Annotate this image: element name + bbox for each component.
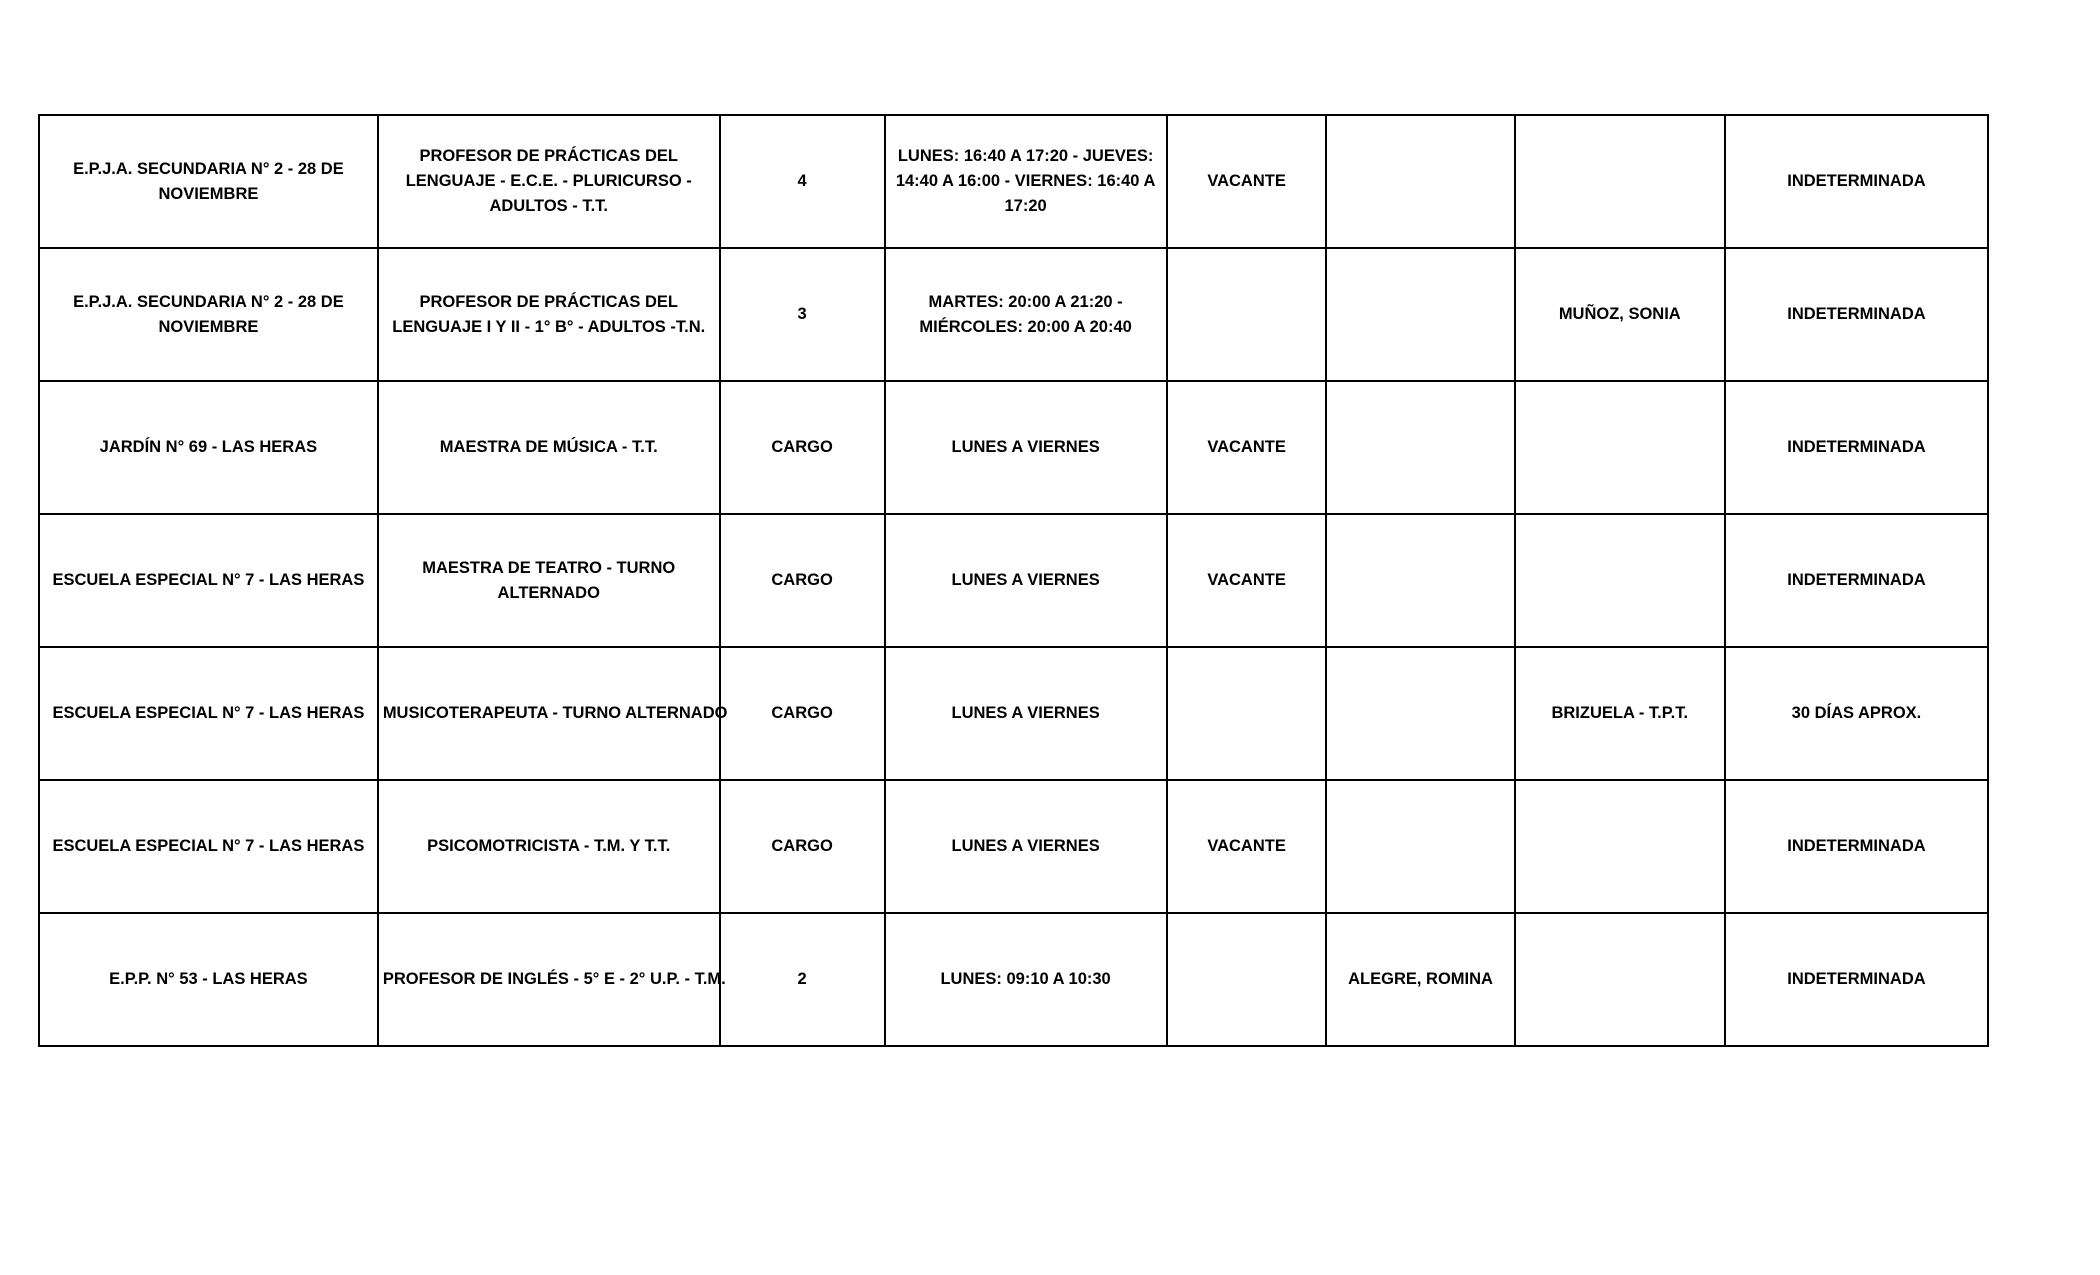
table-row (39, 780, 1988, 913)
status-cell (1167, 647, 1327, 780)
schedule-cell: LUNES A VIERNES (885, 381, 1167, 514)
name-cell (1326, 780, 1514, 913)
replacement-cell: MUÑOZ, SONIA (1515, 248, 1725, 381)
role-cell: MAESTRA DE TEATRO - TURNO ALTERNADO (378, 514, 720, 647)
role-cell: PROFESOR DE INGLÉS - 5° E - 2° U.P. - T.M. (378, 913, 720, 1046)
status-cell: VACANTE (1167, 514, 1327, 647)
school-cell: E.P.J.A. SECUNDARIA N° 2 - 28 DE NOVIEMBRE (39, 248, 378, 381)
hours-cell: CARGO (720, 381, 885, 514)
status-cell: VACANTE (1167, 115, 1327, 248)
name-cell (1326, 248, 1514, 381)
hours-cell: 3 (720, 248, 885, 381)
status-cell: VACANTE (1167, 381, 1327, 514)
schedule-cell: LUNES: 16:40 A 17:20 - JUEVES: 14:40 A 16:00 - VIERNES: 16:40 A 17:20 (885, 115, 1167, 248)
name-cell (1326, 115, 1514, 248)
hours-cell: 2 (720, 913, 885, 1046)
role-cell: PROFESOR DE PRÁCTICAS DEL LENGUAJE - E.C.E. - PLURICURSO - ADULTOS - T.T. (378, 115, 720, 248)
duration-cell: INDETERMINADA (1725, 248, 1988, 381)
replacement-cell (1515, 913, 1725, 1046)
status-cell (1167, 913, 1327, 1046)
table-row (39, 248, 1988, 381)
name-cell (1326, 514, 1514, 647)
hours-cell: CARGO (720, 780, 885, 913)
replacement-cell (1515, 514, 1725, 647)
name-cell: ALEGRE, ROMINA (1326, 913, 1514, 1046)
replacement-cell (1515, 381, 1725, 514)
schedule-cell: LUNES A VIERNES (885, 780, 1167, 913)
school-cell: ESCUELA ESPECIAL N° 7 - LAS HERAS (39, 780, 378, 913)
table-row (39, 647, 1988, 780)
schedule-cell: LUNES A VIERNES (885, 514, 1167, 647)
role-cell: PROFESOR DE PRÁCTICAS DEL LENGUAJE I Y II - 1° B° - ADULTOS -T.N. (378, 248, 720, 381)
duration-cell: INDETERMINADA (1725, 381, 1988, 514)
schedule-cell: LUNES: 09:10 A 10:30 (885, 913, 1167, 1046)
replacement-cell (1515, 115, 1725, 248)
schedule-cell: MARTES: 20:00 A 21:20 - MIÉRCOLES: 20:00 A 20:40 (885, 248, 1167, 381)
schedule-cell: LUNES A VIERNES (885, 647, 1167, 780)
school-cell: E.P.P. N° 53 - LAS HERAS (39, 913, 378, 1046)
duration-cell: INDETERMINADA (1725, 913, 1988, 1046)
school-cell: JARDÍN N° 69 - LAS HERAS (39, 381, 378, 514)
school-cell: ESCUELA ESPECIAL N° 7 - LAS HERAS (39, 647, 378, 780)
school-cell: ESCUELA ESPECIAL N° 7 - LAS HERAS (39, 514, 378, 647)
table-row (39, 381, 1988, 514)
status-cell: VACANTE (1167, 780, 1327, 913)
hours-cell: CARGO (720, 514, 885, 647)
table-row (39, 913, 1988, 1046)
spreadsheet-page (38, 114, 1989, 1074)
name-cell (1326, 647, 1514, 780)
duration-cell: INDETERMINADA (1725, 780, 1988, 913)
hours-cell: CARGO (720, 647, 885, 780)
table-row (39, 514, 1988, 647)
vacancy-table (38, 114, 1989, 1047)
table-row (39, 115, 1988, 248)
replacement-cell (1515, 780, 1725, 913)
duration-cell: INDETERMINADA (1725, 514, 1988, 647)
school-cell: E.P.J.A. SECUNDARIA N° 2 - 28 DE NOVIEMBRE (39, 115, 378, 248)
duration-cell: 30 DÍAS APROX. (1725, 647, 1988, 780)
hours-cell: 4 (720, 115, 885, 248)
role-cell: MUSICOTERAPEUTA - TURNO ALTERNADO (378, 647, 720, 780)
duration-cell: INDETERMINADA (1725, 115, 1988, 248)
name-cell (1326, 381, 1514, 514)
replacement-cell: BRIZUELA - T.P.T. (1515, 647, 1725, 780)
role-cell: MAESTRA DE MÚSICA - T.T. (378, 381, 720, 514)
status-cell (1167, 248, 1327, 381)
role-cell: PSICOMOTRICISTA - T.M. Y T.T. (378, 780, 720, 913)
